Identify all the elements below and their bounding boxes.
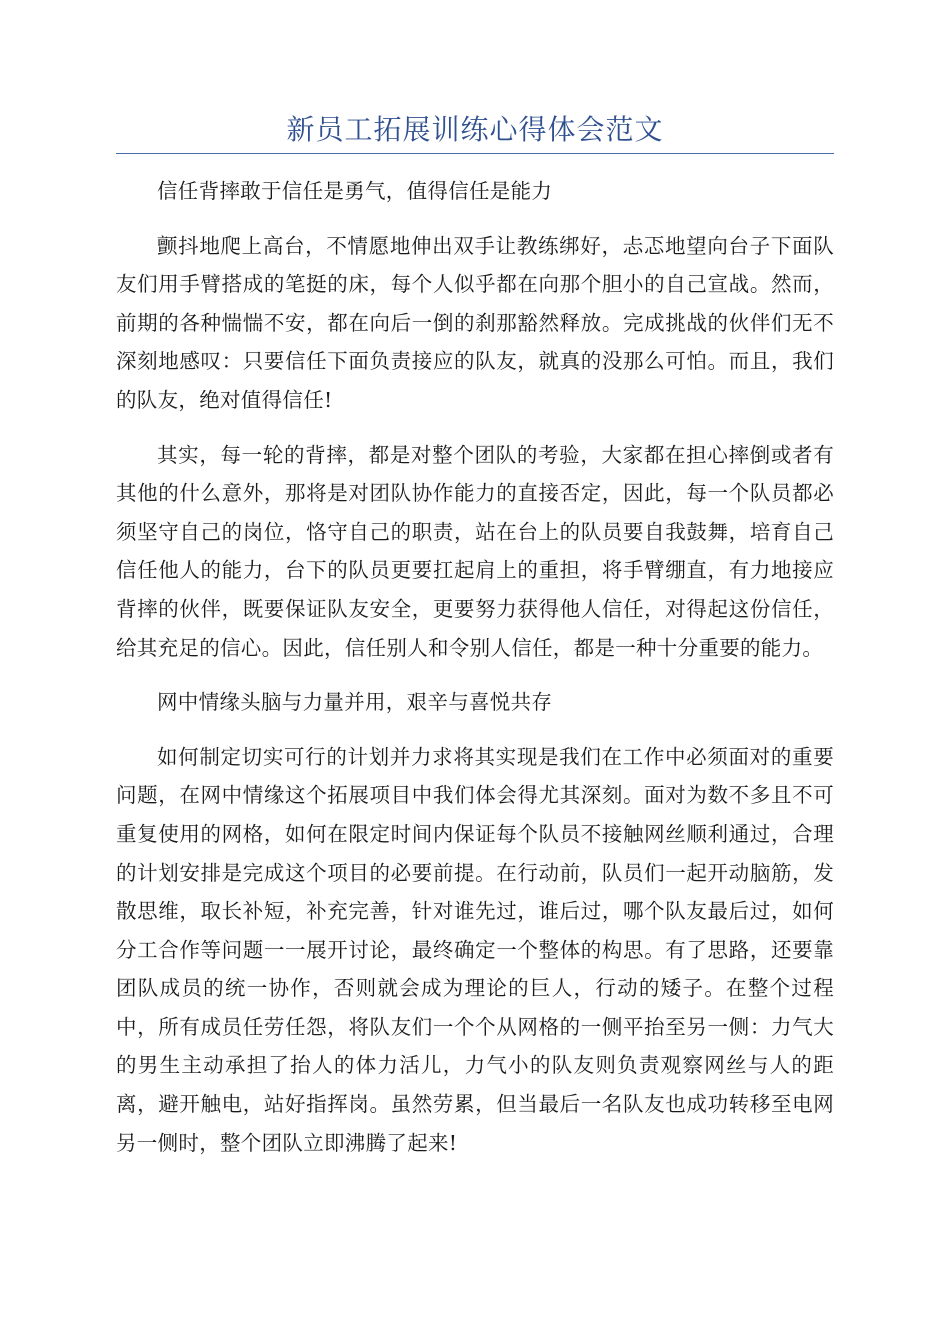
- paragraph: 如何制定切实可行的计划并力求将其实现是我们在工作中必须面对的重要问题，在网中情缘这个拓展项目中我们体会得尤其深刻。面对为数不多且不可重复使用的网格，如何在限定时间内保证每个队员不接触网丝顺利通过，合理的计划安排是完成这个项目的必要前提。在行动前，队员们一起开动脑筋，发散思维，取长补短，补充完善，针对谁先过，谁后过，哪个队友最后过，如何分工合作等问题一一展开讨论，最终确定一个整体的构思。有了思路，还要靠团队成员的统一协作，否则就会成为理论的巨人，行动的矮子。在整个过程中，所有成员任劳任怨，将队友们一个个从网格的一侧平抬至另一侧：力气大的男生主动承担了抬人的体力活儿，力气小的队友则负责观察网丝与人的距离，避开触电，站好指挥岗。虽然劳累，但当最后一名队友也成功转移至电网另一侧时，整个团队立即沸腾了起来!: [116, 744, 834, 1155]
- section-heading-trust-fall: 信任背摔敢于信任是勇气，值得信任是能力: [157, 179, 553, 203]
- title-underline: [116, 153, 834, 154]
- document-body: [116, 172, 834, 1178]
- paragraph: 颤抖地爬上高台，不情愿地伸出双手让教练绑好，忐忑地望向台子下面队友们用手臂搭成的笔挺的床，每个人似乎都在向那个胆小的自己宣战。然而，前期的各种惴惴不安，都在向后一倒的刹那豁然释放。完成挑战的伙伴们无不深刻地感叹：只要信任下面负责接应的队友，就真的没那么可怕。而且，我们的队友，绝对值得信任!: [116, 233, 834, 412]
- section-heading-spider-web: 网中情缘头脑与力量并用，艰辛与喜悦共存: [157, 690, 553, 715]
- document-title: 新员工拓展训练心得体会范文: [286, 113, 664, 146]
- paragraph: 其实，每一轮的背摔，都是对整个团队的考验，大家都在担心摔倒或者有其他的什么意外，那将是对团队协作能力的直接否定，因此，每一个队员都必须坚守自己的岗位，恪守自己的职责，站在台上的队员要自我鼓舞，培育自己信任他人的能力，台下的队员更要扛起肩上的重担，将手臂绷直，有力地接应背摔的伙伴，既要保证队友安全，更要努力获得他人信任，对得起这份信任，给其充足的信心。因此，信任别人和令别人信任，都是一种十分重要的能力。: [116, 442, 834, 660]
